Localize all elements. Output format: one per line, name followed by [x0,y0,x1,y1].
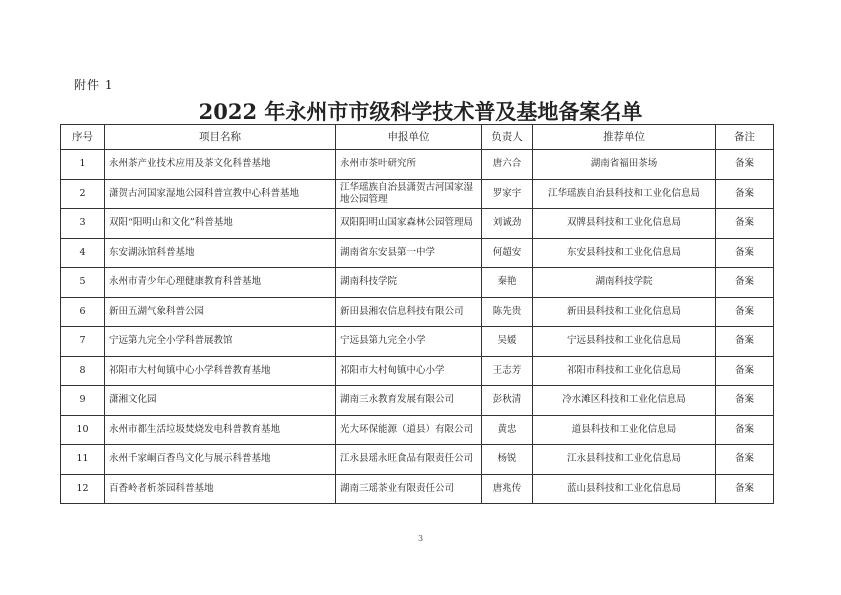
table-row [61,150,774,180]
cell-recommender: 湖南科技学院 [533,268,716,298]
cell-project-name: 潇贺古河国家湿地公园科普宣教中心科普基地 [105,179,336,209]
cell-remark: 备案 [716,445,774,475]
cell-index: 2 [61,179,105,209]
cell-remark: 备案 [716,297,774,327]
cell-applicant: 湖南科技学院 [336,268,482,298]
cell-recommender: 祁阳市科技和工业化信息局 [533,356,716,386]
cell-remark: 备案 [716,150,774,180]
cell-remark: 备案 [716,209,774,239]
cell-person-in-charge: 唐六合 [482,150,533,180]
cell-recommender: 蓝山县科技和工业化信息局 [533,474,716,504]
table-row [61,238,774,268]
cell-applicant: 双阳阳明山国家森林公园管理局 [336,209,482,239]
table-row [61,209,774,239]
cell-person-in-charge: 王志芳 [482,356,533,386]
cell-project-name: 永州市青少年心理健康教育科普基地 [105,268,336,298]
cell-remark: 备案 [716,268,774,298]
cell-applicant: 永州市茶叶研究所 [336,150,482,180]
cell-recommender: 新田县科技和工业化信息局 [533,297,716,327]
cell-project-name: 祁阳市大村甸镇中心小学科普教育基地 [105,356,336,386]
table-row [61,445,774,475]
cell-project-name: 潇湘文化园 [105,386,336,416]
cell-remark: 备案 [716,327,774,357]
cell-applicant: 宁远县第九完全小学 [336,327,482,357]
cell-applicant: 湖南省东安县第一中学 [336,238,482,268]
cell-person-in-charge: 唐兆传 [482,474,533,504]
header-applicant: 申报单位 [336,125,482,150]
table-row [61,268,774,298]
table-row [61,474,774,504]
cell-person-in-charge: 陈先贵 [482,297,533,327]
header-index: 序号 [61,125,105,150]
header-project-name: 项目名称 [105,125,336,150]
cell-project-name: 永州市都生活垃圾焚烧发电科普教育基地 [105,415,336,445]
cell-recommender: 冷水滩区科技和工业化信息局 [533,386,716,416]
cell-recommender: 江华瑶族自治县科技和工业化信息局 [533,179,716,209]
cell-index: 12 [61,474,105,504]
cell-person-in-charge: 杨锐 [482,445,533,475]
cell-remark: 备案 [716,474,774,504]
cell-recommender: 湖南省福田茶场 [533,150,716,180]
cell-applicant: 光大环保能源（道县）有限公司 [336,415,482,445]
filing-table [60,124,774,504]
cell-person-in-charge: 罗家宇 [482,179,533,209]
cell-person-in-charge: 黄忠 [482,415,533,445]
header-recommender: 推荐单位 [533,125,716,150]
header-remark: 备注 [716,125,774,150]
cell-index: 3 [61,209,105,239]
cell-remark: 备案 [716,356,774,386]
attachment-label: 附件 1 [74,78,114,92]
cell-person-in-charge: 秦艳 [482,268,533,298]
page-title: 2022 年永州市市级科学技术普及基地备案名单 [198,99,643,124]
cell-applicant: 江永县瑶永旺食品有限责任公司 [336,445,482,475]
cell-index: 11 [61,445,105,475]
cell-index: 8 [61,356,105,386]
cell-applicant: 祁阳市大村甸镇中心小学 [336,356,482,386]
table-row [61,415,774,445]
table-row [61,297,774,327]
cell-applicant: 江华瑶族自治县潇贺古河国家湿地公园管理 [336,179,482,209]
cell-project-name: 新田五湖气象科普公园 [105,297,336,327]
page-number: 3 [417,534,424,543]
table-row [61,386,774,416]
cell-person-in-charge: 彭秋清 [482,386,533,416]
cell-index: 6 [61,297,105,327]
table-row [61,179,774,209]
cell-remark: 备案 [716,415,774,445]
cell-applicant: 湖南三瑶茶业有限责任公司 [336,474,482,504]
cell-recommender: 江永县科技和工业化信息局 [533,445,716,475]
cell-index: 10 [61,415,105,445]
table-row [61,327,774,357]
cell-recommender: 道县科技和工业化信息局 [533,415,716,445]
cell-remark: 备案 [716,238,774,268]
cell-project-name: 东安湖泳馆科普基地 [105,238,336,268]
cell-project-name: 百香岭者析茶园科普基地 [105,474,336,504]
cell-remark: 备案 [716,386,774,416]
table-header-row [61,125,774,150]
cell-project-name: 宁远第九完全小学科普展教馆 [105,327,336,357]
cell-index: 7 [61,327,105,357]
cell-remark: 备案 [716,179,774,209]
cell-project-name: 永州千家峒百香鸟文化与展示科普基地 [105,445,336,475]
cell-recommender: 东安县科技和工业化信息局 [533,238,716,268]
cell-applicant: 湖南三永教育发展有限公司 [336,386,482,416]
cell-recommender: 宁远县科技和工业化信息局 [533,327,716,357]
cell-person-in-charge: 何超安 [482,238,533,268]
table-row [61,356,774,386]
cell-project-name: 双阳“阳明山和文化”科普基地 [105,209,336,239]
cell-index: 1 [61,150,105,180]
cell-person-in-charge: 吴媛 [482,327,533,357]
cell-recommender: 双牌县科技和工业化信息局 [533,209,716,239]
cell-index: 4 [61,238,105,268]
cell-index: 9 [61,386,105,416]
cell-applicant: 新田县湘农信息科技有限公司 [336,297,482,327]
cell-person-in-charge: 刘诚劲 [482,209,533,239]
cell-project-name: 永州茶产业技术应用及茶文化科普基地 [105,150,336,180]
header-person-in-charge: 负责人 [482,125,533,150]
cell-index: 5 [61,268,105,298]
